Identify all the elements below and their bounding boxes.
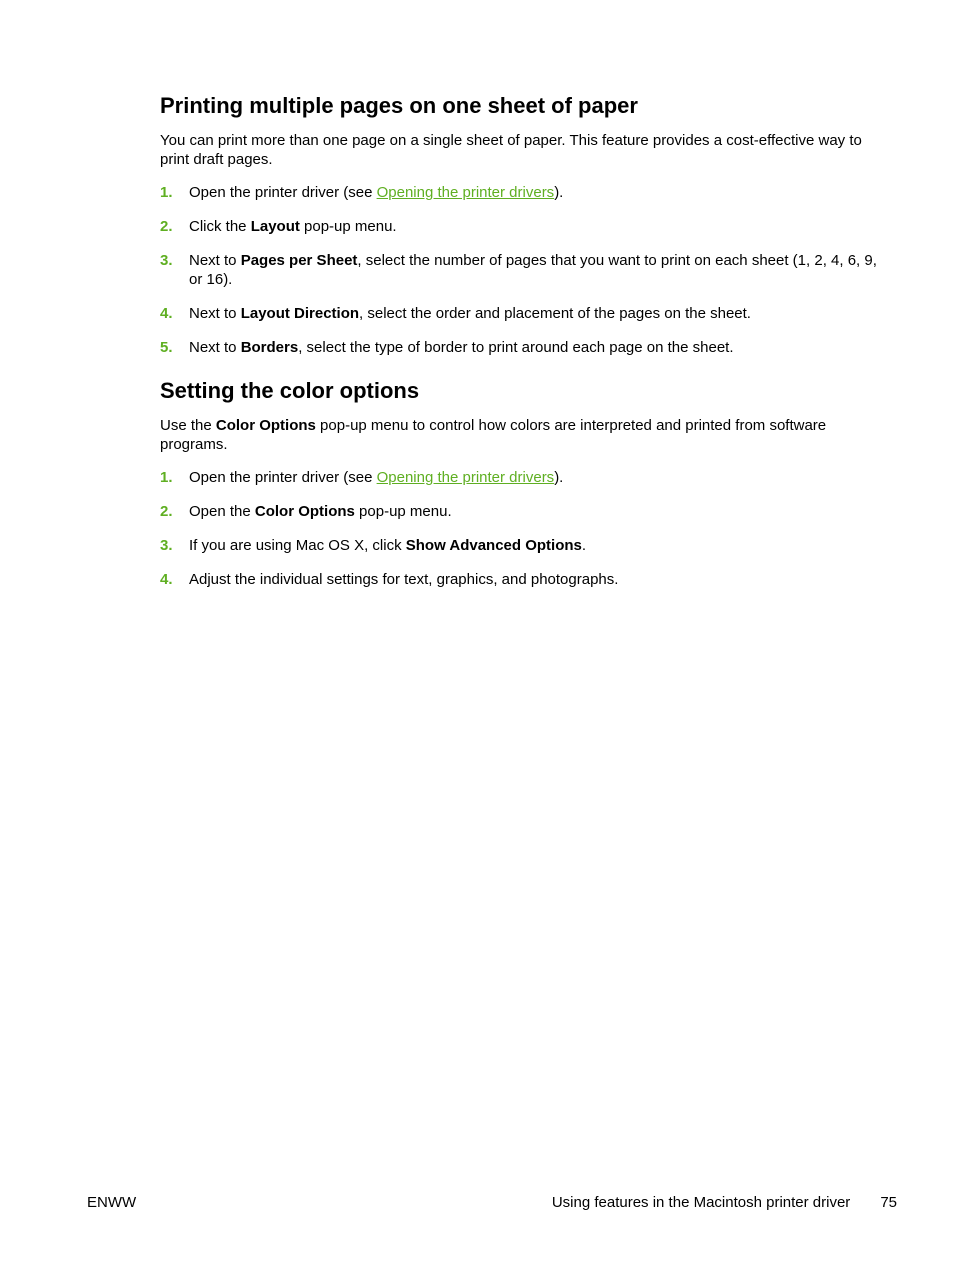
list-item: 4. Next to Layout Direction, select the order and placement of the pages on the sheet.	[160, 305, 751, 322]
footer-right	[552, 1193, 897, 1212]
opening-printer-drivers-link[interactable]: Opening the printer drivers	[376, 469, 555, 486]
section-intro-multiple-pages: You can print more than one page on a single sheet of paper. This feature provides a cost-effective way to print draft pages.	[160, 132, 862, 168]
step-number: 1.	[160, 184, 173, 201]
list-item: 3. If you are using Mac OS X, click Show Advanced Options.	[160, 537, 587, 554]
opening-printer-drivers-link[interactable]: Opening the printer drivers	[376, 184, 555, 201]
step-number: 5.	[160, 339, 173, 356]
step-number: 3.	[160, 252, 173, 269]
page-number: 75	[880, 1194, 897, 1211]
list-item: 3. Next to Pages per Sheet, select the number of pages that you want to print on each sheet (1, 2, 4, 6, 9, or 16).	[160, 252, 877, 288]
step-number: 4.	[160, 305, 173, 322]
section-title-multiple-pages: Printing multiple pages on one sheet of paper	[160, 93, 638, 118]
list-item: 1. Open the printer driver (see Opening the printer drivers).	[160, 469, 564, 486]
page-content	[160, 92, 890, 589]
list-item: 5. Next to Borders, select the type of border to print around each page on the sheet.	[160, 339, 734, 356]
list-item: 2. Open the Color Options pop-up menu.	[160, 503, 452, 520]
steps-list-color-options	[160, 468, 890, 589]
step-number: 2.	[160, 218, 173, 235]
step-number: 4.	[160, 571, 173, 588]
step-number: 1.	[160, 469, 173, 486]
steps-list-multiple-pages	[160, 183, 890, 357]
step-number: 2.	[160, 503, 173, 520]
footer-left-label: ENWW	[87, 1194, 137, 1211]
list-item: 1. Open the printer driver (see Opening the printer drivers).	[160, 184, 564, 201]
list-item: 4. Adjust the individual settings for text, graphics, and photographs.	[160, 571, 619, 588]
section-intro-color-options: Use the Color Options pop-up menu to control how colors are interpreted and printed from software programs.	[160, 417, 827, 453]
list-item: 2. Click the Layout pop-up menu.	[160, 218, 397, 235]
section-title-color-options: Setting the color options	[160, 378, 420, 403]
footer-chapter-title: Using features in the Macintosh printer driver	[551, 1194, 851, 1211]
step-number: 3.	[160, 537, 173, 554]
